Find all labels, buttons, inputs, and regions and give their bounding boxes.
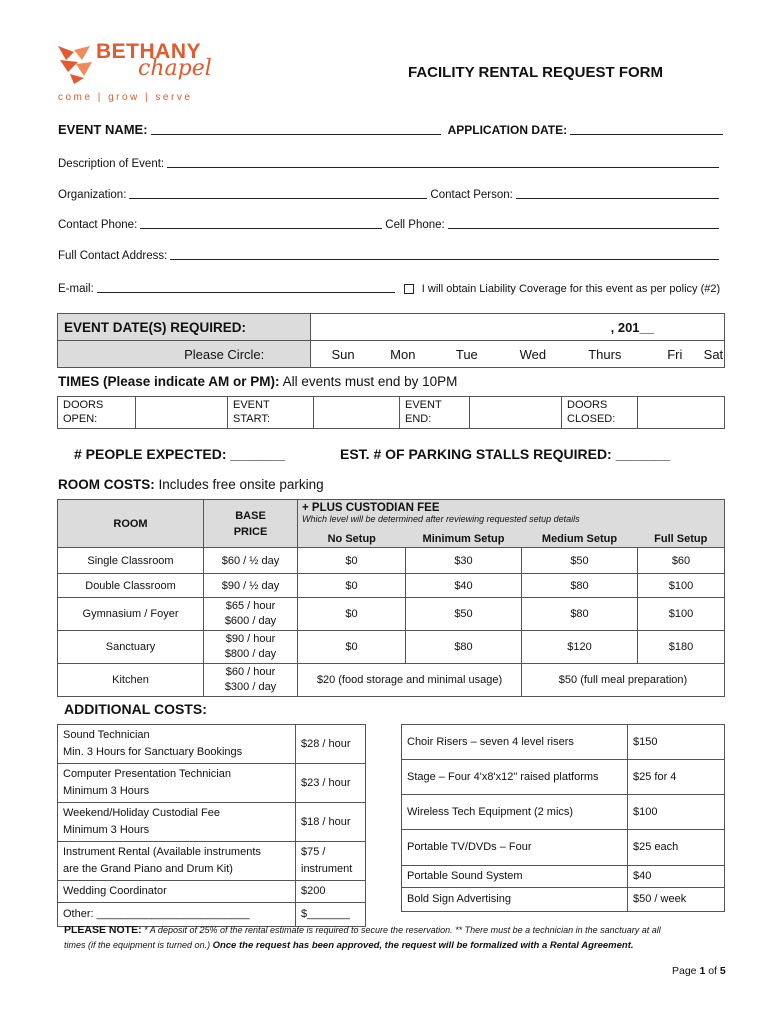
email-row xyxy=(58,281,726,295)
table-row xyxy=(402,725,725,760)
base-price-hour: $65 / hour xyxy=(225,600,276,612)
item-name: Portable TV/DVDs – Four xyxy=(402,830,628,866)
cell-phone-label: Cell Phone: xyxy=(385,219,445,231)
table-row xyxy=(58,842,366,881)
fee-full-setup: $180 xyxy=(638,631,725,664)
event-name-input[interactable] xyxy=(151,123,441,135)
item-price-line-2: instrument xyxy=(301,863,353,875)
address-row xyxy=(58,248,722,262)
level-minimum-setup: Minimum Setup xyxy=(406,532,522,548)
item-line-2: are the Grand Piano and Drum Kit) xyxy=(63,863,233,875)
day-tue[interactable]: Tue xyxy=(431,341,503,368)
doors-open-label-2: OPEN: xyxy=(63,413,98,425)
table-row xyxy=(402,795,725,830)
liability-checkbox[interactable] xyxy=(404,284,414,294)
item-line-2: Min. 3 Hours for Sanctuary Bookings xyxy=(63,746,243,758)
fee-minimum-setup: $40 xyxy=(406,574,522,598)
kitchen-fee-full: $50 (full meal preparation) xyxy=(522,664,725,697)
event-start-label-1: EVENT xyxy=(233,399,270,411)
please-note-label: PLEASE NOTE: xyxy=(64,924,142,936)
page-total: 5 xyxy=(719,965,726,977)
room-name: Gymnasium / Foyer xyxy=(58,598,204,631)
email-input[interactable] xyxy=(97,281,395,293)
fee-medium-setup: $80 xyxy=(522,598,638,631)
event-end-label-2: END: xyxy=(405,413,432,425)
day-wed[interactable]: Wed xyxy=(503,341,563,368)
table-row xyxy=(402,866,725,888)
parking-stalls[interactable]: EST. # OF PARKING STALLS REQUIRED: _______ xyxy=(340,446,671,462)
day-fri[interactable]: Fri xyxy=(647,341,703,368)
item-name: Wedding Coordinator xyxy=(58,881,296,903)
description-input[interactable] xyxy=(167,156,719,168)
fee-no-setup: $0 xyxy=(298,574,406,598)
event-start-label-2: START: xyxy=(233,413,270,425)
room-name: Kitchen xyxy=(58,664,204,697)
event-dates-input[interactable] xyxy=(311,314,725,341)
level-no-setup: No Setup xyxy=(298,532,406,548)
please-note-bold: Once the request has been approved, the request will be formalized with a Rental Agreement. xyxy=(212,940,634,951)
organization-row xyxy=(58,187,722,201)
fee-medium-setup: $80 xyxy=(522,574,638,598)
item-line-1: Instrument Rental (Available instruments xyxy=(63,846,261,858)
doors-open-label-1: DOORS xyxy=(63,399,104,411)
address-label: Full Contact Address: xyxy=(58,250,168,262)
please-note xyxy=(64,923,734,953)
item-name: Choir Risers – seven 4 level risers xyxy=(402,725,628,760)
item-line-1: Computer Presentation Technician xyxy=(63,768,231,780)
item-price: $200 xyxy=(296,881,366,903)
base-price-day: $800 / day xyxy=(224,648,277,660)
day-sun[interactable]: Sun xyxy=(311,341,375,368)
event-end-label-1: EVENT xyxy=(405,399,442,411)
base-price-day: $600 / day xyxy=(224,615,277,627)
fee-no-setup: $0 xyxy=(298,598,406,631)
item-name: Wireless Tech Equipment (2 mics) xyxy=(402,795,628,830)
times-table xyxy=(57,396,725,429)
room-costs-subheading: Includes free onsite parking xyxy=(158,477,324,492)
base-price: $90 / ½ day xyxy=(204,574,298,598)
col-room: ROOM xyxy=(58,500,204,548)
fee-minimum-setup: $80 xyxy=(406,631,522,664)
event-start-input[interactable] xyxy=(314,397,400,429)
other-price-input[interactable]: $_______ xyxy=(296,903,366,927)
event-dates-table xyxy=(57,313,725,368)
doors-closed-input[interactable] xyxy=(638,397,725,429)
item-price: $28 / hour xyxy=(296,725,366,764)
event-dates-label: EVENT DATE(S) REQUIRED: xyxy=(64,319,247,335)
item-price: $18 / hour xyxy=(296,803,366,842)
col-base-price: BASE PRICE xyxy=(204,500,298,548)
organization-label: Organization: xyxy=(58,189,127,201)
event-name-label: EVENT NAME: xyxy=(58,122,148,137)
custodian-fee-note: Which level will be determined after reviewing requested setup details xyxy=(302,514,580,524)
fee-medium-setup: $120 xyxy=(522,631,638,664)
item-price: $40 xyxy=(628,866,725,888)
table-row xyxy=(58,803,366,842)
kitchen-fee-minimal: $20 (food storage and minimal usage) xyxy=(298,664,522,697)
custodian-fee-heading: + PLUS CUSTODIAN FEE xyxy=(302,502,440,514)
times-heading: TIMES (Please indicate AM or PM): xyxy=(58,374,280,389)
times-heading-row xyxy=(58,374,457,389)
contact-person-label: Contact Person: xyxy=(430,189,513,201)
contact-phone-input[interactable] xyxy=(140,217,382,229)
table-row xyxy=(58,598,725,631)
doors-open-input[interactable] xyxy=(136,397,228,429)
room-name: Double Classroom xyxy=(58,574,204,598)
room-costs-table xyxy=(57,499,725,697)
item-price: $25 each xyxy=(628,830,725,866)
table-row xyxy=(402,760,725,795)
fee-no-setup: $0 xyxy=(298,548,406,574)
item-line-1: Weekend/Holiday Custodial Fee xyxy=(63,807,220,819)
item-price: $50 / week xyxy=(628,888,725,912)
base-price-hour: $90 / hour xyxy=(225,633,276,645)
table-row xyxy=(58,664,725,697)
level-full-setup: Full Setup xyxy=(638,532,725,548)
additional-costs-right-table xyxy=(401,724,725,912)
item-price: $25 for 4 xyxy=(628,760,725,795)
other-item-input[interactable]: Other: _________________________ xyxy=(58,903,296,927)
fee-full-setup: $100 xyxy=(638,574,725,598)
item-price: $23 / hour xyxy=(296,764,366,803)
contact-phone-label: Contact Phone: xyxy=(58,219,138,231)
table-row xyxy=(58,631,725,664)
application-date-label: APPLICATION DATE: xyxy=(447,123,568,137)
event-name-row xyxy=(58,122,726,137)
additional-costs-heading: ADDITIONAL COSTS: xyxy=(64,701,207,717)
item-price: $150 xyxy=(628,725,725,760)
page-prefix: Page xyxy=(672,965,700,977)
fee-minimum-setup: $50 xyxy=(406,598,522,631)
table-row xyxy=(58,548,725,574)
email-label: E-mail: xyxy=(58,283,94,295)
page-number xyxy=(672,965,726,977)
item-name: Portable Sound System xyxy=(402,866,628,888)
item-line-2: Minimum 3 Hours xyxy=(63,824,150,836)
event-dates-year: , 201__ xyxy=(610,319,654,335)
people-expected[interactable]: # PEOPLE EXPECTED: _______ xyxy=(74,446,285,462)
fee-minimum-setup: $30 xyxy=(406,548,522,574)
room-name: Sanctuary xyxy=(58,631,204,664)
contact-person-input[interactable] xyxy=(516,187,719,199)
doors-closed-label-1: DOORS xyxy=(567,399,608,411)
fee-no-setup: $0 xyxy=(298,631,406,664)
table-row xyxy=(58,764,366,803)
item-price: $100 xyxy=(628,795,725,830)
level-medium-setup: Medium Setup xyxy=(522,532,638,548)
table-row xyxy=(402,830,725,866)
form-title: FACILITY RENTAL REQUEST FORM xyxy=(408,64,664,81)
table-row xyxy=(58,725,366,764)
please-note-text-2: times (if the equipment is turned on.) xyxy=(64,940,213,950)
page-of: of xyxy=(705,965,720,977)
phone-row xyxy=(58,217,722,231)
day-sat[interactable]: Sat xyxy=(703,341,725,368)
liability-label: I will obtain Liability Coverage for this event as per policy (#2) xyxy=(421,283,721,295)
room-name: Single Classroom xyxy=(58,548,204,574)
base-price-day: $300 / day xyxy=(224,681,277,693)
doors-closed-label-2: CLOSED: xyxy=(567,413,616,425)
organization-input[interactable] xyxy=(129,187,427,199)
additional-costs-left-table xyxy=(57,724,366,927)
item-name: Bold Sign Advertising xyxy=(402,888,628,912)
times-subheading: All events must end by 10PM xyxy=(282,374,458,389)
logo-icon xyxy=(56,44,96,86)
table-row xyxy=(402,888,725,912)
cell-phone-input[interactable] xyxy=(448,217,719,229)
please-note-text-1: * A deposit of 25% of the rental estimate is required to secure the reservation. ** There must be a technician in the sanctuary at all xyxy=(141,925,661,935)
event-end-input[interactable] xyxy=(470,397,562,429)
base-price: $60 / ½ day xyxy=(204,548,298,574)
day-thurs[interactable]: Thurs xyxy=(563,341,647,368)
item-price-line-1: $75 / xyxy=(301,846,326,858)
logo xyxy=(56,40,221,106)
base-price-hour: $60 / hour xyxy=(225,666,276,678)
room-costs-heading: ROOM COSTS: xyxy=(58,477,155,492)
table-row xyxy=(58,881,366,903)
address-input[interactable] xyxy=(170,248,719,260)
please-circle-label: Please Circle: xyxy=(58,341,311,368)
logo-word-chapel: chapel xyxy=(138,56,212,81)
logo-word-bethany: BETHANY xyxy=(96,40,202,63)
day-mon[interactable]: Mon xyxy=(375,341,431,368)
fee-full-setup: $60 xyxy=(638,548,725,574)
description-label: Description of Event: xyxy=(58,158,165,170)
page-current: 1 xyxy=(699,965,706,977)
description-row xyxy=(58,156,722,170)
item-line-2: Minimum 3 Hours xyxy=(63,785,150,797)
room-costs-heading-row xyxy=(58,477,324,492)
logo-tagline: come | grow | serve xyxy=(58,92,193,103)
application-date-input[interactable] xyxy=(570,123,723,135)
item-name: Stage – Four 4'x8'x12" raised platforms xyxy=(402,760,628,795)
fee-medium-setup: $50 xyxy=(522,548,638,574)
fee-full-setup: $100 xyxy=(638,598,725,631)
table-row xyxy=(58,574,725,598)
item-line-1: Sound Technician xyxy=(63,729,150,741)
